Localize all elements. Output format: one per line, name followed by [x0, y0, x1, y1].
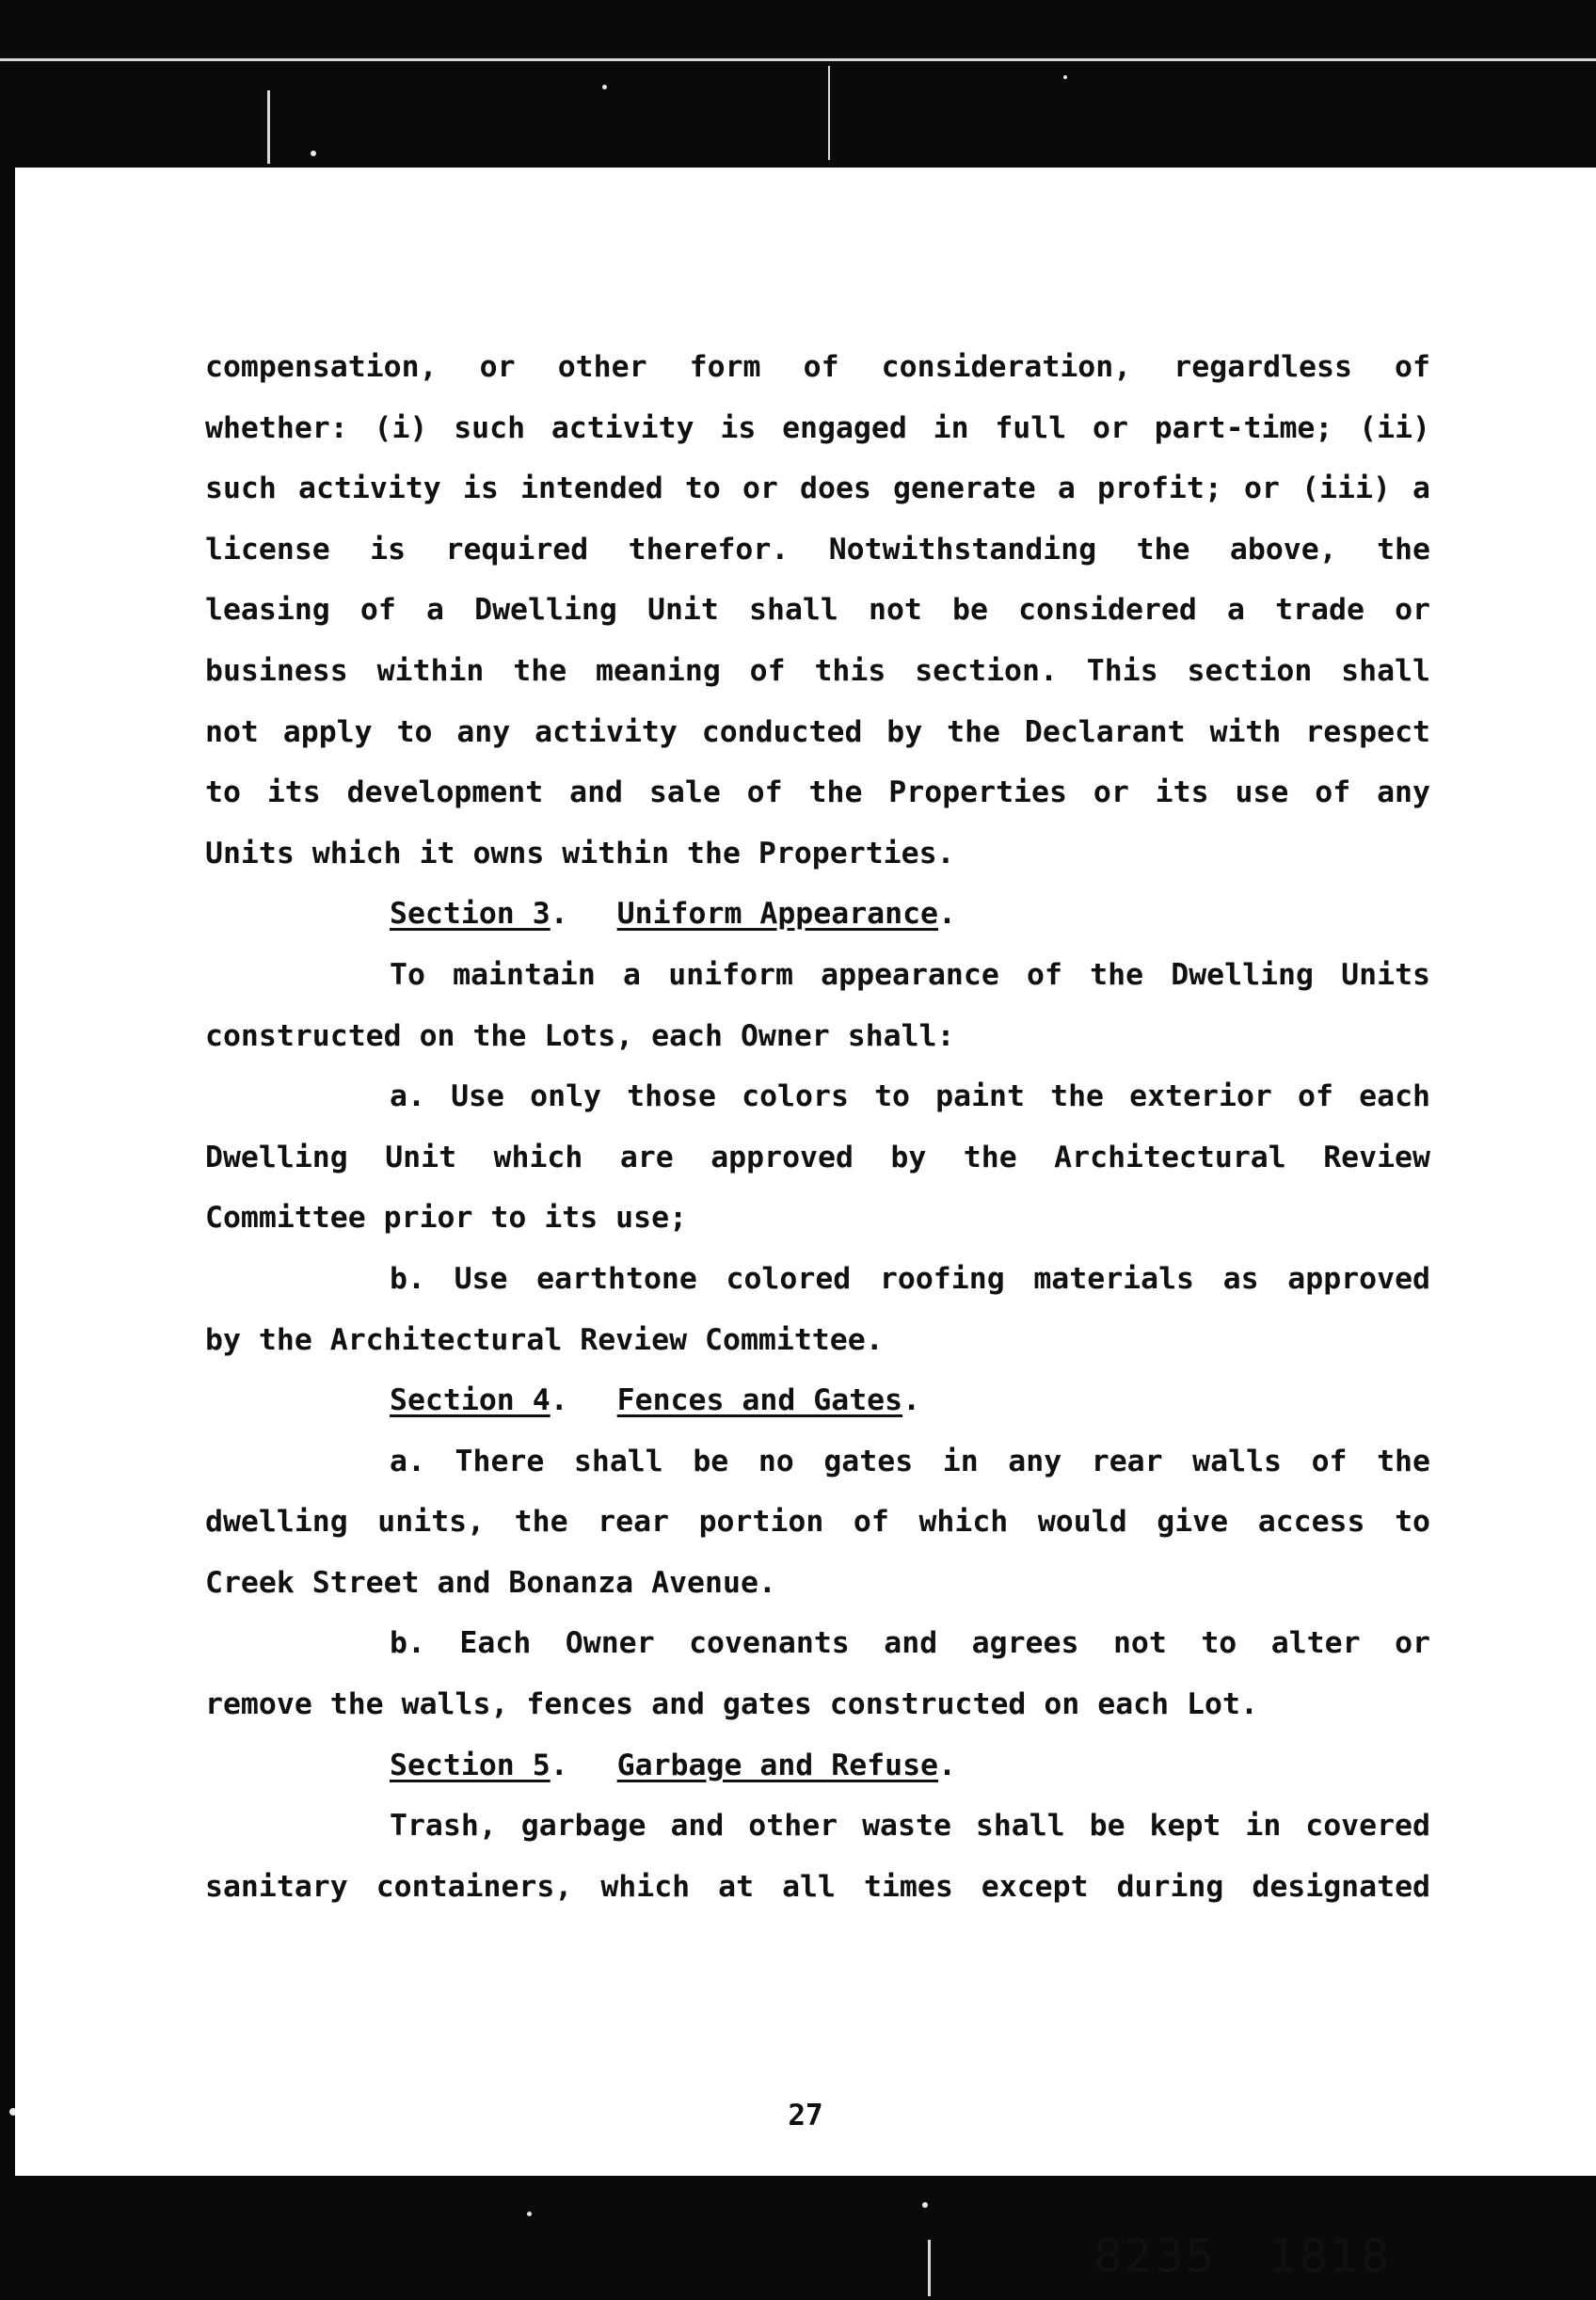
- text-line: whether: (i) such activity is engaged in full or part-time; (ii): [205, 410, 1430, 445]
- text-line: a. Use only those colors to paint the exterior of each: [390, 1079, 1430, 1114]
- scan-speck: [527, 2212, 532, 2216]
- text-line: by the Architectural Review Committee.: [205, 1322, 884, 1357]
- text-line: b. Use earthtone colored roofing materials as approved: [390, 1261, 1430, 1296]
- scan-mark: [828, 66, 830, 160]
- text-line: Committee prior to its use;: [205, 1201, 688, 1236]
- text-line: Dwelling Unit which are approved by the Architectural Review: [205, 1140, 1430, 1174]
- text-line: license is required therefor. Notwithstanding the above, the: [205, 532, 1430, 567]
- text-line: remove the walls, fences and gates constructed on each Lot.: [205, 1687, 1258, 1722]
- stamp-page: 1818: [1269, 2230, 1392, 2283]
- scan-speck: [311, 151, 316, 156]
- stamp-book: 8235: [1093, 2230, 1217, 2283]
- text-line: Trash, garbage and other waste shall be kept in covered: [390, 1809, 1430, 1844]
- scan-mark: [267, 90, 270, 164]
- text-line: sanitary containers, which at all times except during designated: [205, 1869, 1430, 1904]
- page-number: 27: [788, 2099, 823, 2132]
- scan-speck: [1063, 75, 1067, 79]
- document-body: [205, 337, 1430, 1917]
- text-line: Creek Street and Bonanza Avenue.: [205, 1565, 776, 1600]
- text-line: a. There shall be no gates in any rear walls of the: [390, 1444, 1430, 1478]
- section-title: Fences and Gates: [616, 1383, 903, 1418]
- section-3-heading: Section 3. Uniform Appearance.: [390, 897, 956, 932]
- section-title: Uniform Appearance: [616, 897, 939, 932]
- document-page: [15, 168, 1596, 2283]
- section-4-heading: Section 4. Fences and Gates.: [390, 1383, 921, 1418]
- scan-speck: [602, 85, 607, 89]
- section-title: Garbage and Refuse: [616, 1748, 939, 1782]
- recording-stamp: [1093, 2230, 1391, 2283]
- text-line: To maintain a uniform appearance of the Dwelling Units: [390, 957, 1430, 992]
- text-line: leasing of a Dwelling Unit shall not be considered a trade or: [205, 593, 1430, 628]
- text-line: not apply to any activity conducted by the Declarant with respect: [205, 714, 1430, 749]
- text-line: constructed on the Lots, each Owner shall:: [205, 1018, 955, 1053]
- scan-border-line: [0, 58, 1596, 61]
- scan-speck: [922, 2202, 928, 2208]
- section-number: Section 4: [390, 1383, 551, 1418]
- section-5-heading: Section 5. Garbage and Refuse.: [390, 1748, 956, 1782]
- section-number: Section 5: [390, 1748, 551, 1782]
- text-line: b. Each Owner covenants and agrees not to alter or: [390, 1626, 1430, 1661]
- text-line: dwelling units, the rear portion of which would give access to: [205, 1505, 1430, 1540]
- text-line: compensation, or other form of consideration, regardless of: [205, 350, 1430, 384]
- text-line: Units which it owns within the Properties.: [205, 836, 955, 870]
- text-line: such activity is intended to or does generate a profit; or (iii) a: [205, 471, 1430, 506]
- scan-mark: [928, 2240, 931, 2296]
- paragraph-continued: [205, 337, 1430, 884]
- text-line: to its development and sale of the Properties or its use of any: [205, 775, 1430, 810]
- section-number: Section 3: [390, 897, 551, 932]
- text-line: business within the meaning of this section. This section shall: [205, 653, 1430, 688]
